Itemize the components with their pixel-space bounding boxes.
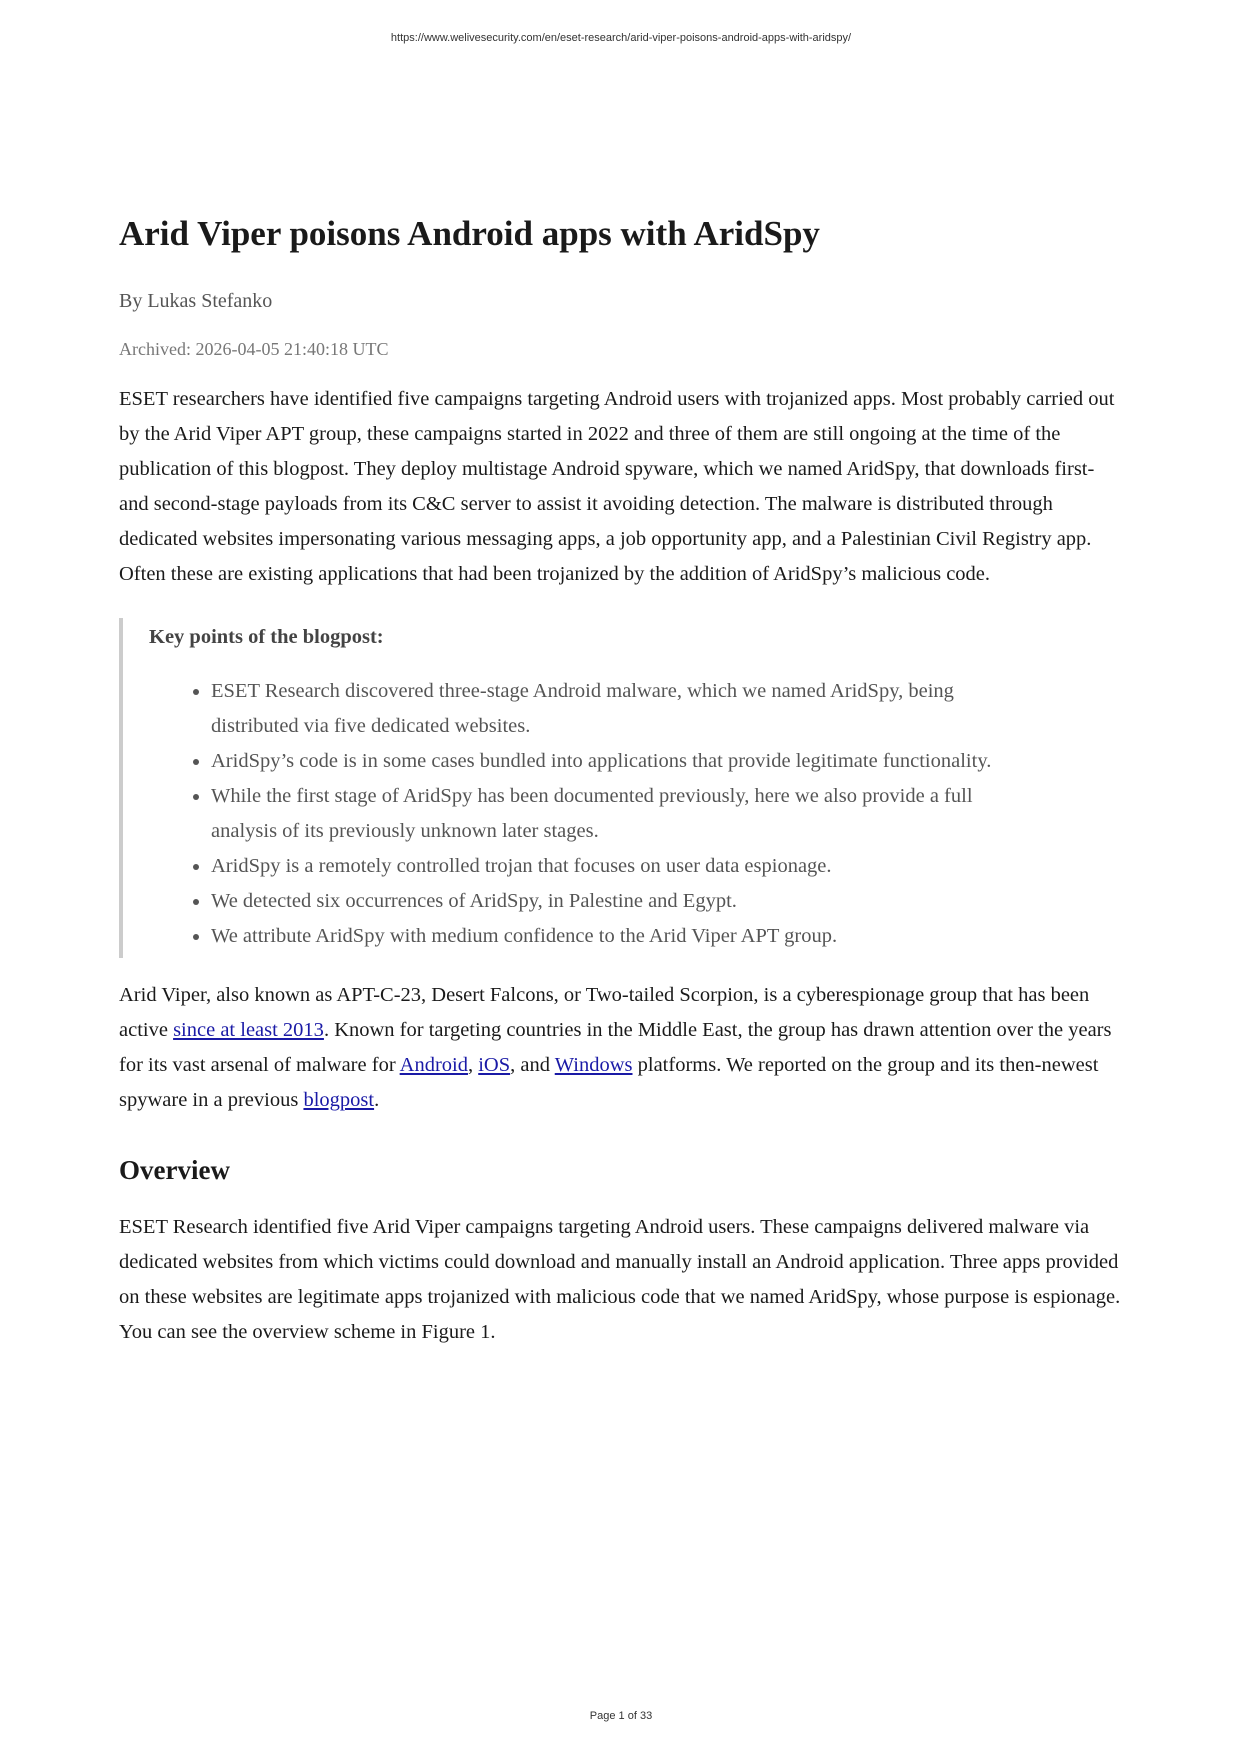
arid-viper-paragraph [119,978,1129,1118]
para-text: , and [510,1054,555,1076]
key-point-item: • We detected six occurrences of AridSpy, in Palestine and Egypt. [211,884,1129,919]
key-point-item: • We attribute AridSpy with medium confidence to the Arid Viper APT group. [211,919,1129,954]
byline: By Lukas Stefanko [119,290,273,312]
page-number: Page 1 of 33 [589,1710,653,1722]
key-points-title: Key points of the blogpost: [149,626,384,648]
page-url: https://www.welivesecurity.com/en/eset-research/arid-viper-poisons-android-apps-with-aridspy/ [390,32,852,44]
intro-paragraph: ESET researchers have identified five campaigns targeting Android users with trojanized apps. Most probably carried out by the Arid Viper APT group, these campaigns started in 2022 and three of them are still ongoing at the time of the publication of this blogpost. They deploy multistage Android spyware, which we named AridSpy, that downloads first- and second-stage payloads from its C&C server to assist it avoiding detection. The malware is distributed through dedicated websites impersonating various messaging apps, a job opportunity app, and a Palestinian Civil Registry app. Often these are existing applications that had been trojanized by the addition of AridSpy’s malicious code. [119,388,1115,585]
key-point-item: • AridSpy is a remotely controlled trojan that focuses on user data espionage. [211,849,1129,884]
key-point-item: • ESET Research discovered three-stage Android malware, which we named AridSpy, being distributed via five dedicated websites. [211,674,1129,744]
key-points-list [149,674,1129,954]
para-text: . [374,1089,380,1111]
overview-heading: Overview [119,1155,230,1185]
link-windows[interactable]: Windows [554,1054,633,1076]
link-ios[interactable]: iOS [478,1054,511,1076]
overview-paragraph: ESET Research identified five Arid Viper campaigns targeting Android users. These campaigns delivered malware via dedicated websites from which victims could download and manually install an Android application. Three apps provided on these websites are legitimate apps trojanized with malicious code that we named AridSpy, whose purpose is espionage. You can see the overview scheme in Figure 1. [119,1216,1121,1343]
para-text: . Known for targeting countries in the Middle East, the group has drawn attention over the years for its vast arsenal of malware for [119,1019,1112,1076]
key-points-blockquote [119,618,1129,958]
link-android[interactable]: Android [399,1054,468,1076]
para-text: , [467,1054,479,1076]
key-point-item: • AridSpy’s code is in some cases bundled into applications that provide legitimate functionality. [211,744,1129,779]
para-text: platforms. We reported on the group and its then-newest spyware in a previous [119,1054,1099,1111]
key-point-item: • While the first stage of AridSpy has been documented previously, here we also provide a full analysis of its previously unknown later stages. [211,779,1129,849]
article [119,210,1129,1350]
link-since-2013[interactable]: since at least 2013 [173,1019,324,1041]
link-blogpost[interactable]: blogpost [303,1089,375,1111]
para-text: Arid Viper, also known as APT-C-23, Desert Falcons, or Two-tailed Scorpion, is a cyberespionage group that has been active [119,984,1090,1041]
archived-timestamp: Archived: 2026-04-05 21:40:18 UTC [119,339,389,359]
article-title: Arid Viper poisons Android apps with AridSpy [119,214,820,253]
